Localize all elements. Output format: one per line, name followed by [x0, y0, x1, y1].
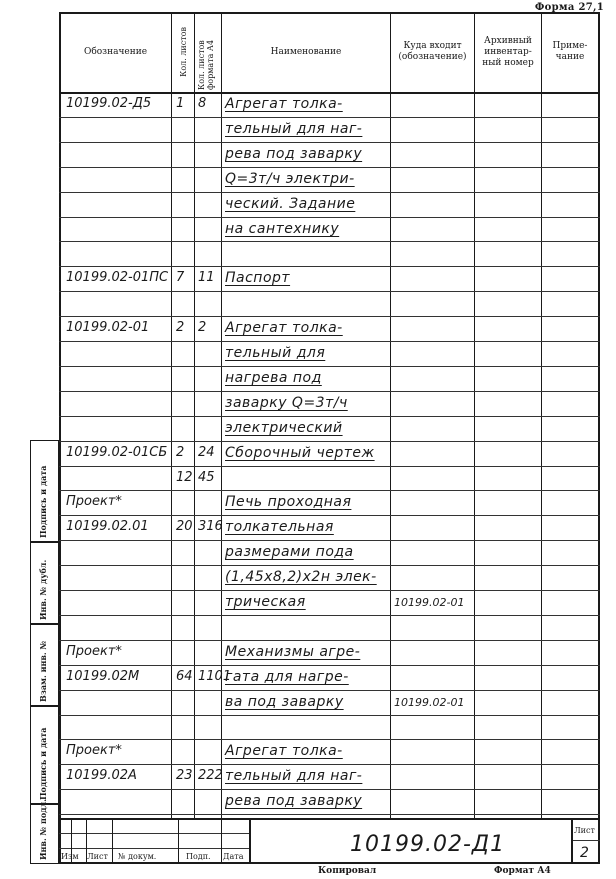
header-sheets-count: Кол. листов [178, 27, 188, 77]
row-sheets: 1 [176, 96, 185, 111]
header-name: Наименование [270, 46, 342, 57]
title-block-top-line [59, 818, 600, 820]
row-divider [59, 192, 600, 193]
row-name: рева под заварку [225, 145, 363, 162]
row-sheets-a4: 24 [198, 444, 215, 460]
row-designation: 10199.02А [66, 768, 137, 784]
margin-label-sign-date-2: Подпись и дата [38, 727, 48, 800]
row-designation: Проект* [66, 494, 122, 510]
header-sheets-a4: Кол. листов формата А4 [197, 39, 215, 90]
header-archive-number: Архивный инвентар- ный номер [482, 35, 534, 68]
row-divider [59, 167, 600, 168]
row-sheets: 64 [176, 668, 193, 684]
row-name: гата для нагре- [225, 668, 349, 685]
row-divider [59, 142, 600, 143]
row-designation: 10199.02-01 [66, 320, 150, 336]
row-name: размерами пода [225, 544, 354, 561]
row-sheets-a4: 11 [198, 270, 215, 286]
row-name: Агрегат толка- [225, 320, 343, 337]
row-designation: Проект* [66, 643, 122, 659]
tb-label-doc-no: № докум. [118, 852, 157, 861]
row-divider [59, 715, 600, 716]
margin-label-sign-date-1: Подпись и дата [38, 465, 48, 538]
row-divider [59, 366, 600, 367]
title-block-line [571, 840, 600, 841]
tb-divider [571, 818, 573, 864]
row-designation: 10199.02-01СБ [66, 444, 168, 460]
row-divider [59, 490, 600, 491]
row-sheets: 2 [176, 320, 185, 336]
row-divider [59, 391, 600, 392]
row-sheets: 7 [176, 270, 185, 286]
row-divider [59, 665, 600, 666]
row-where-used: 10199.02-01 [394, 596, 465, 609]
tb-divider [112, 818, 113, 864]
row-divider [59, 739, 600, 740]
header-note: Приме- чание [552, 41, 588, 62]
tb-divider [221, 818, 222, 864]
row-divider [59, 416, 600, 417]
document-number: 10199.02-Д1 [350, 832, 506, 857]
footer-format: Формат А4 [494, 866, 551, 876]
row-divider [59, 466, 600, 467]
row-name: (1,45х8,2)х2н элек- [225, 569, 377, 586]
row-name: тельный для наг- [225, 120, 363, 137]
row-name: на сантехнику [225, 220, 340, 237]
row-name: нагрева под [225, 369, 322, 386]
row-divider [59, 615, 600, 616]
row-name: толкательная [225, 519, 334, 536]
form-label: Форма 27,1 [534, 2, 604, 13]
row-designation: 10199.02-01ПС [66, 270, 169, 286]
tb-sheet-label: Лист [574, 826, 595, 835]
row-divider [59, 814, 600, 815]
tb-divider [178, 818, 179, 864]
row-name: Агрегат толка- [225, 96, 343, 112]
row-name: Паспорт [225, 270, 291, 287]
header-designation: Обозначение [83, 46, 148, 57]
row-divider [59, 690, 600, 691]
row-name: электрический [225, 419, 343, 436]
row-sheets-a4: 45 [198, 469, 215, 485]
row-name: Сборочный чертеж [225, 444, 375, 461]
row-divider [59, 291, 600, 292]
row-divider [59, 266, 600, 267]
row-name: тельный для [225, 345, 326, 361]
row-designation: 10199.02М [66, 668, 140, 684]
tb-divider [249, 818, 251, 864]
row-sheets: 23 [176, 768, 193, 784]
row-divider [59, 515, 600, 516]
row-divider [59, 441, 600, 442]
row-divider [59, 764, 600, 765]
row-name: Q=3т/ч электри- [225, 170, 355, 187]
row-designation: Проект* [66, 743, 122, 759]
row-designation: 10199.02.01 [66, 519, 149, 535]
row-sheets: 20 [176, 519, 193, 535]
margin-label-inv-orig: Инв. № подл. [38, 799, 48, 860]
tb-label-change: Изм [61, 852, 79, 861]
header-where-used: Куда входит (обозначение) [398, 41, 467, 62]
row-sheets-a4: 1101 [198, 668, 232, 684]
row-sheets: 2 [176, 444, 185, 460]
row-divider [59, 241, 600, 242]
row-name: ческий. Задание [225, 195, 356, 212]
footer-copied: Копировал [318, 866, 377, 876]
row-where-used: 10199.02-01 [394, 695, 465, 709]
row-name: тельный для наг- [225, 768, 363, 785]
row-divider [59, 565, 600, 566]
tb-label-signature: Подп. [186, 852, 211, 861]
row-divider [59, 540, 600, 541]
tb-sheet-value: 2 [580, 845, 589, 861]
row-sheets-a4: 8 [198, 96, 207, 111]
tb-label-date: Дата [223, 852, 244, 861]
row-divider [59, 316, 600, 317]
row-name: Механизмы агре- [225, 643, 361, 660]
margin-label-inv-dup: Инв. № дубл. [38, 559, 48, 620]
row-designation: 10199.02-Д5 [66, 96, 152, 111]
row-sheets: 12 [176, 469, 193, 485]
row-sheets-a4: 2 [198, 320, 207, 336]
margin-label-replace-inv: Взам. инв. № [38, 640, 48, 702]
row-name: трическая [225, 594, 306, 610]
row-divider [59, 117, 600, 118]
row-sheets-a4: 222 [198, 768, 223, 784]
document-frame [59, 12, 600, 864]
header-bottom-line [59, 92, 600, 94]
row-name: Агрегат толка- [225, 743, 343, 760]
row-name: рева под заварку [225, 793, 363, 810]
row-divider [59, 640, 600, 641]
row-divider [59, 217, 600, 218]
row-sheets-a4: 316 [198, 519, 223, 535]
tb-label-sheet: Лист [87, 852, 108, 861]
row-name: заварку Q=3т/ч [225, 394, 348, 411]
row-divider [59, 590, 600, 591]
row-name: Печь проходная [225, 494, 352, 511]
row-divider [59, 341, 600, 342]
row-name: ва под заварку [225, 693, 344, 710]
row-divider [59, 789, 600, 790]
